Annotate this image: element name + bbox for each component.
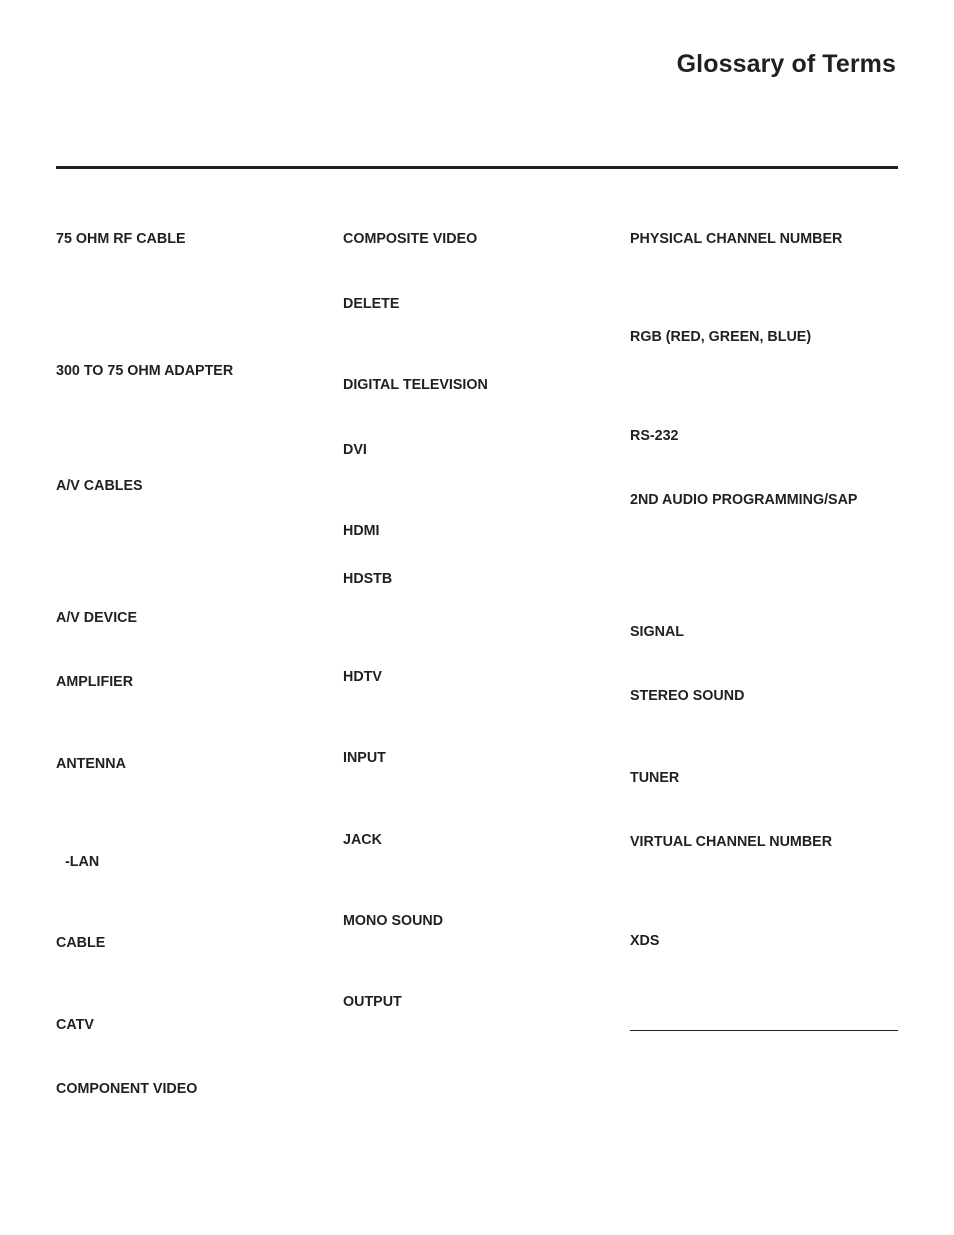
glossary-term: JACK bbox=[343, 832, 382, 848]
glossary-term: TUNER bbox=[630, 770, 680, 786]
glossary-term: 75 OHM RF CABLE bbox=[56, 231, 186, 247]
glossary-term: AMPLIFIER bbox=[56, 674, 134, 690]
glossary-term: DELETE bbox=[343, 296, 400, 312]
glossary-term: A/V CABLES bbox=[56, 478, 143, 494]
glossary-term: RS-232 bbox=[630, 428, 679, 444]
glossary-term: -LAN bbox=[65, 854, 100, 870]
glossary-term: 2ND AUDIO PROGRAMMING/SAP bbox=[630, 492, 858, 508]
glossary-term: OUTPUT bbox=[343, 994, 402, 1010]
glossary-term: MONO SOUND bbox=[343, 913, 444, 929]
glossary-term: SIGNAL bbox=[630, 624, 685, 640]
glossary-term: A/V DEVICE bbox=[56, 610, 138, 626]
glossary-term: XDS bbox=[630, 933, 660, 949]
glossary-column-2 bbox=[343, 0, 623, 1235]
glossary-term: INPUT bbox=[343, 750, 386, 766]
glossary-term: HDSTB bbox=[343, 571, 393, 587]
glossary-term: CATV bbox=[56, 1017, 94, 1033]
glossary-term: COMPOSITE VIDEO bbox=[343, 231, 478, 247]
glossary-column-3 bbox=[630, 0, 910, 1235]
glossary-term: COMPONENT VIDEO bbox=[56, 1081, 198, 1097]
glossary-term: DIGITAL TELEVISION bbox=[343, 377, 488, 393]
page-title: Glossary of Terms bbox=[676, 50, 896, 78]
glossary-term: 300 TO 75 OHM ADAPTER bbox=[56, 363, 234, 379]
glossary-term: HDMI bbox=[343, 523, 380, 539]
glossary-term: STEREO SOUND bbox=[630, 688, 745, 704]
glossary-term: DVI bbox=[343, 442, 367, 458]
glossary-term: PHYSICAL CHANNEL NUMBER bbox=[630, 231, 843, 247]
glossary-term: VIRTUAL CHANNEL NUMBER bbox=[630, 834, 833, 850]
glossary-term: HDTV bbox=[343, 669, 382, 685]
glossary-term: ANTENNA bbox=[56, 756, 126, 772]
section-end-divider bbox=[630, 1030, 898, 1031]
glossary-term: CABLE bbox=[56, 935, 106, 951]
glossary-column-1 bbox=[56, 0, 336, 1235]
glossary-term: RGB (RED, GREEN, BLUE) bbox=[630, 329, 812, 345]
